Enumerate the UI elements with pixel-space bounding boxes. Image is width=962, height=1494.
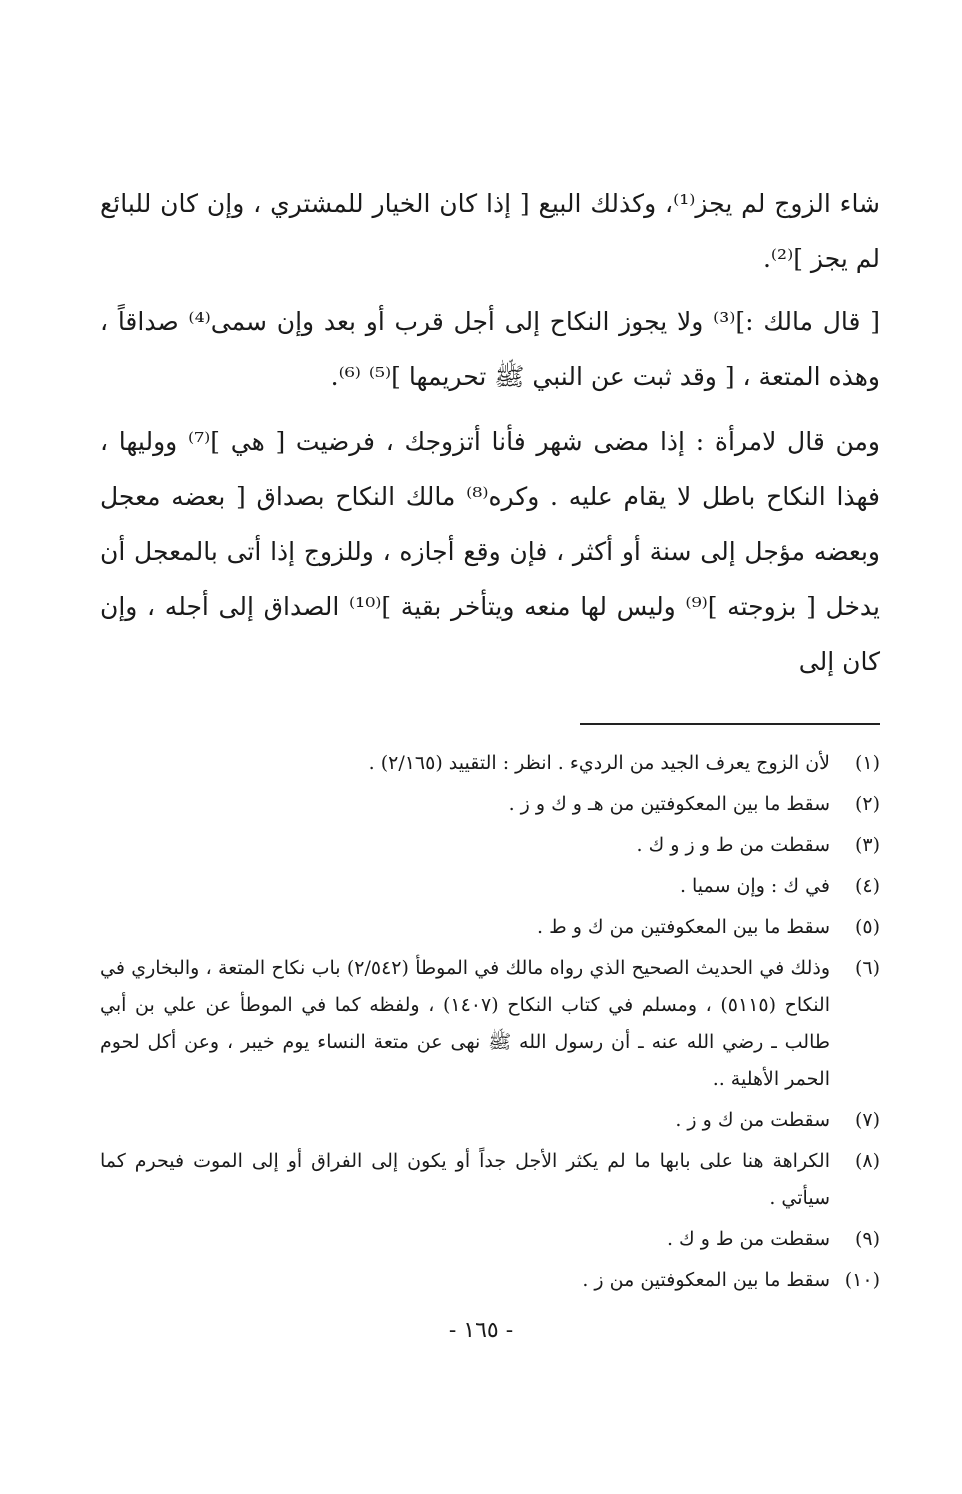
main-text (100, 176, 880, 689)
footnote-text: لأن الزوج يعرف الجيد من الرديء . انظر : التقييد (٢/١٦٥) . (368, 752, 830, 774)
footnote-number: (٦) (854, 957, 880, 979)
footnote-item (100, 1221, 880, 1258)
footnote-number: (٨) (854, 1150, 880, 1172)
footnote-item (100, 1143, 880, 1217)
footnote-text: سقطت من ط و ك . (666, 1228, 830, 1250)
footnote-number: (٩) (854, 1228, 880, 1250)
footnote-text: سقط ما بين المعكوفتين من ز . (582, 1269, 830, 1291)
footnote-text: سقط ما بين المعكوفتين من ك و ط . (537, 916, 830, 938)
footnote-item (100, 909, 880, 946)
footnote-number: (٧) (854, 1109, 880, 1131)
footnotes (100, 745, 880, 1299)
paragraph: [ قال مالك :]⁽³⁾ ولا يجوز النكاح إلى أجل قرب أو بعد وإن سمى⁽⁴⁾ صداقاً ، وهذه المتعة ، [ وقد ثبت عن النبي ﷺ تحريمها ]⁽⁵⁾ ⁽⁶⁾. (100, 307, 881, 391)
footnote-item (100, 1102, 880, 1139)
footnote-item (100, 868, 880, 905)
footnote-number: (٤) (854, 875, 880, 897)
footnote-text: سقطت من ط و ز و ك . (636, 834, 830, 856)
footnote-number: (١٠) (844, 1269, 880, 1291)
footnote-item (100, 827, 880, 864)
footnote-number: (٥) (854, 916, 880, 938)
footnote-item (100, 950, 880, 1098)
footnote-divider (580, 723, 880, 725)
footnote-number: (١) (854, 752, 880, 774)
footnote-number: (٢) (854, 793, 880, 815)
paragraph: شاء الزوج لم يجز⁽¹⁾، وكذلك البيع [ إذا كان الخيار للمشتري ، وإن كان للبائع لم يجز ]⁽²⁾. (100, 189, 881, 273)
footnote-text: سقطت من ك و ز . (675, 1109, 830, 1131)
footnote-item (100, 745, 880, 782)
footnote-text: وذلك في الحديث الصحيح الذي رواه مالك في الموطأ (٢/٥٤٢) باب نكاح المتعة ، والبخاري في النكاح (٥١١٥) ، ومسلم في كتاب النكاح (١٤٠٧) ، ولفظه كما في الموطأ عن علي بن أبي طالب ـ رضي الله عنه ـ أن رسول الله ﷺ نهى عن متعة النساء يوم خيبر ، وعن أكل لحوم الحمر الأهلية .. (100, 957, 830, 1090)
footnote-text: في ك : وإن سميا . (679, 875, 830, 897)
page-number: - ١٦٥ - (448, 1318, 514, 1343)
footnote-text: سقط ما بين المعكوفتين من هـ و ك و ز . (508, 793, 830, 815)
footnote-item (100, 1262, 880, 1299)
footnote-text: الكراهة هنا على بابها ما لم يكثر الأجل جداً أو يكون إلى الفراق أو إلى الموت فيحرم كما سيأتي . (100, 1150, 830, 1209)
footnote-number: (٣) (854, 834, 880, 856)
footnote-item (100, 786, 880, 823)
paragraph: ومن قال لامرأة : إذا مضى شهر فأنا أتزوجك ، فرضيت [ هي ]⁽⁷⁾ ووليها ، فهذا النكاح باطل لا يقام عليه . وكره⁽⁸⁾ مالك النكاح بصداق [ بعضه معجل وبعضه مؤجل إلى سنة أو أكثر ، فإن وقع أجازه ، وللزوج إذا أتى بالمعجل أن يدخل [ بزوجته ]⁽⁹⁾ وليس لها منعه ويتأخر بقية ]⁽¹⁰⁾ الصداق إلى أجله ، وإن كان إلى (100, 427, 880, 676)
